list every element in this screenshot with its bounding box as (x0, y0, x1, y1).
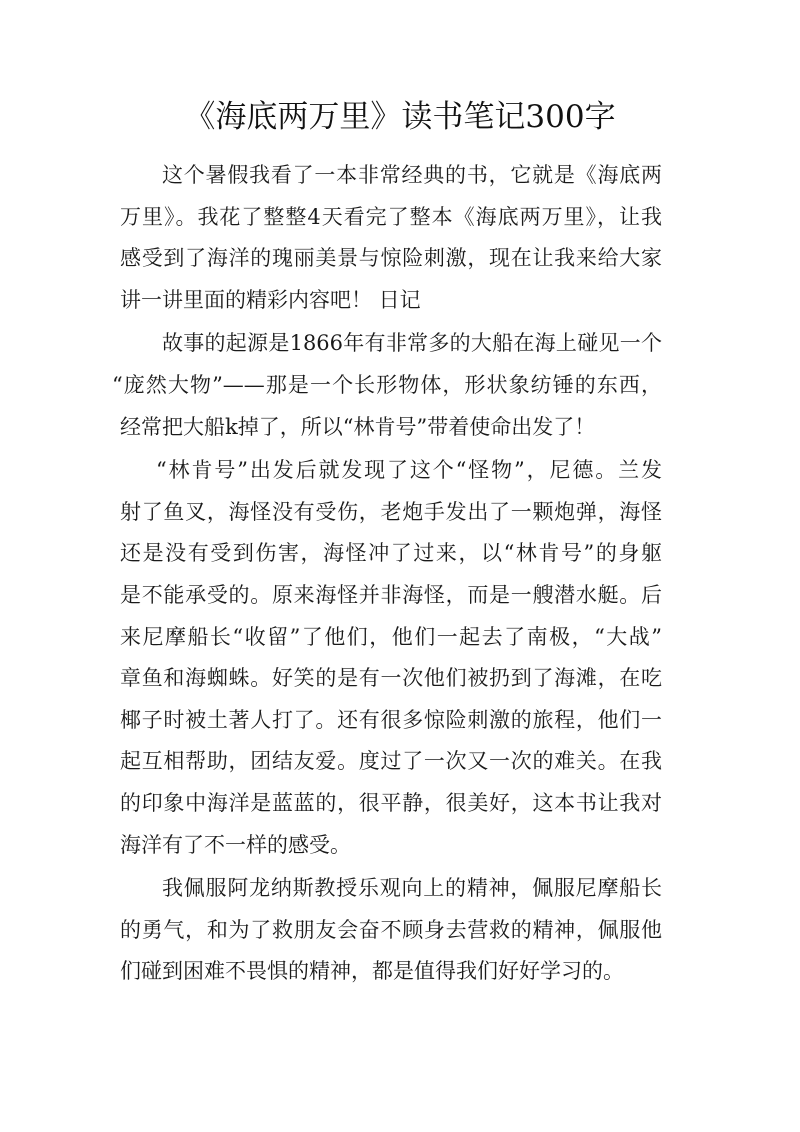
text-line: 是不能承受的。原来海怪并非海怪，而是一艘潜水艇。后 (120, 582, 662, 607)
text-line: 感受到了海洋的瑰丽美景与惊险刺激，现在让我来给大家 (120, 246, 662, 271)
text-line: “庞然大物”——那是一个长形物体，形状象纺锤的东西， (112, 372, 662, 397)
paragraph-origin (112, 323, 662, 448)
text-line: 故事的起源是1866年有非常多的大船在海上碰见一个 (162, 331, 662, 356)
text-line: 的印象中海洋是蓝蓝的，很平静，很美好，这本书让我对 (120, 790, 662, 815)
text-line: 讲一讲里面的精彩内容吧！ 日记 (120, 287, 421, 312)
text-line: 还是没有受到伤害，海怪冲了过来，以“林肯号”的身躯 (120, 541, 662, 566)
paragraph-adventure (120, 450, 662, 866)
text-line: 章鱼和海蜘蛛。好笑的是有一次他们被扔到了海滩，在吃 (120, 666, 662, 691)
text-line: 椰子时被土著人打了。还有很多惊险刺激的旅程，他们一 (120, 707, 662, 732)
text-line: 射了鱼叉，海怪没有受伤，老炮手发出了一颗炮弹，海怪 (120, 499, 662, 524)
document-title: 《海底两万里》读书笔记300字 (184, 99, 616, 135)
text-line: 来尼摩船长“收留”了他们，他们一起去了南极，“大战” (120, 624, 662, 649)
text-line: 万里》。我花了整整4天看完了整本《海底两万里》，让我 (120, 204, 662, 229)
text-line: 起互相帮助，团结友爱。度过了一次又一次的难关。在我 (120, 749, 662, 774)
text-line: 这个暑假我看了一本非常经典的书，它就是《海底两 (162, 163, 662, 187)
paragraph-intro (120, 155, 662, 321)
text-line: 经常把大船k掉了，所以“林肯号”带着使命出发了！ (120, 414, 596, 439)
text-line: “林肯号”出发后就发现了这个“怪物”，尼德。兰发 (156, 458, 662, 483)
paragraph-conclusion (120, 868, 662, 993)
text-line: 海洋有了不一样的感受。 (120, 832, 351, 857)
document-body (112, 155, 662, 993)
text-line: 的勇气，和为了救朋友会奋不顾身去营救的精神，佩服他 (120, 917, 662, 942)
text-line: 们碰到困难不畏惧的精神，都是值得我们好好学习的。 (120, 959, 624, 984)
text-line: 我佩服阿龙纳斯教授乐观向上的精神，佩服尼摩船长 (162, 876, 662, 901)
